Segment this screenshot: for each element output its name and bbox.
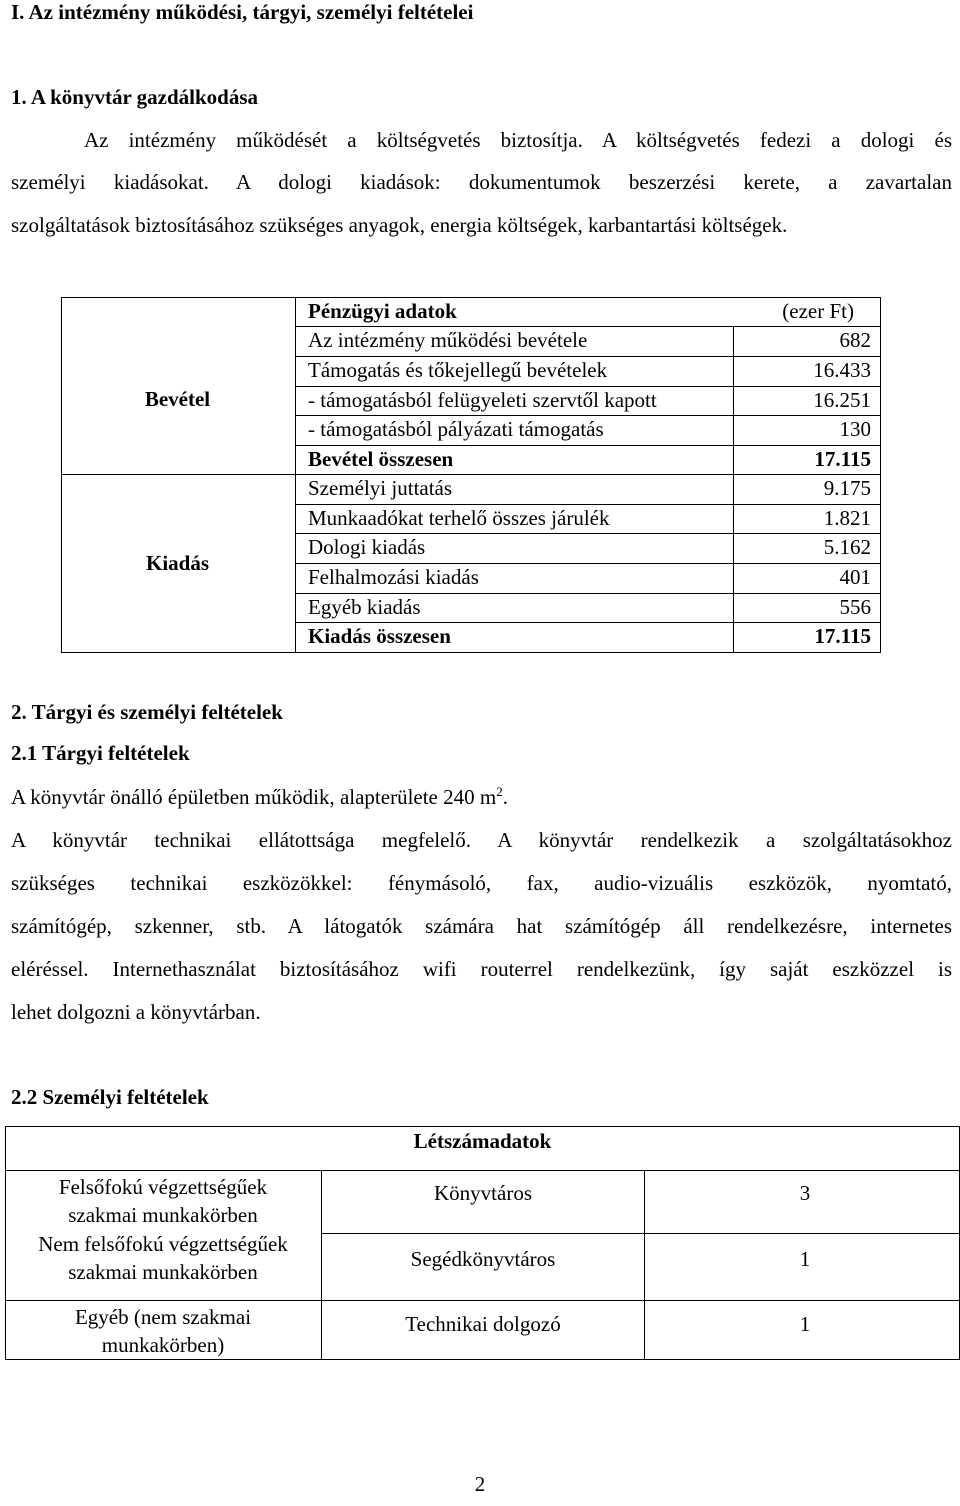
finance-row-value: 16.433 xyxy=(813,358,871,382)
staff-category-2 xyxy=(5,1230,321,1286)
finance-row-value: 1.821 xyxy=(823,506,871,530)
finance-row-value: 16.251 xyxy=(813,388,871,412)
area-sentence xyxy=(11,784,508,810)
area-end: . xyxy=(502,785,508,809)
staff-table-title: Létszámadatok xyxy=(413,1129,552,1153)
staff-role: Technikai dolgozó xyxy=(405,1312,561,1336)
para2-line-3: számítógép, szkenner, stb. A látogatók számára hat számítógép áll rendelkezésre, internetes xyxy=(11,914,952,938)
area-text: A könyvtár önálló épületben működik, alapterülete 240 m xyxy=(11,785,497,809)
staff-category-1 xyxy=(5,1173,321,1229)
staff-count: 1 xyxy=(799,1312,811,1336)
staff-role: Könyvtáros xyxy=(434,1181,532,1205)
para1-line-3: szolgáltatások biztosításához szükséges anyagok, energia költségek, karbantartási költségek. xyxy=(11,213,788,237)
staff-role: Segédkönyvtáros xyxy=(410,1247,556,1271)
finance-row-value: 130 xyxy=(839,417,871,441)
page-number: 2 xyxy=(474,1472,486,1496)
staff-category-line: szakmai munkakörben xyxy=(68,1203,258,1227)
staff-category-line: Felsőfokú végzettségűek xyxy=(58,1175,268,1199)
staff-count: 1 xyxy=(799,1247,811,1271)
finance-row-label: Felhalmozási kiadás xyxy=(308,565,479,589)
para2-line-1: A könyvtár technikai ellátottsága megfelelő. A könyvtár rendelkezik a szolgáltatásokhoz xyxy=(11,828,952,852)
finance-row-label: Az intézmény működési bevétele xyxy=(308,328,588,352)
finance-header-label: Pénzügyi adatok xyxy=(308,299,457,323)
staff-table xyxy=(5,1126,960,1360)
staff-category-line: szakmai munkakörben xyxy=(68,1260,258,1284)
income-label: Bevétel xyxy=(144,387,211,411)
finance-row-value: 9.175 xyxy=(823,476,871,500)
expense-total-label: Kiadás összesen xyxy=(308,624,451,648)
finance-row-label: - támogatásból pályázati támogatás xyxy=(308,417,604,441)
finance-row-label: Munkaadókat terhelő összes járulék xyxy=(308,506,610,530)
income-total-value: 17.115 xyxy=(814,447,871,471)
finance-row-label: Személyi juttatás xyxy=(308,476,453,500)
staff-category-line: munkakörben) xyxy=(101,1333,225,1357)
income-total-label: Bevétel összesen xyxy=(308,447,454,471)
staff-category-line: Egyéb (nem szakmai xyxy=(74,1305,252,1329)
staff-count: 3 xyxy=(799,1181,811,1205)
finance-unit: (ezer Ft) xyxy=(782,299,854,323)
subsection-2-2-heading: 2.2 Személyi feltételek xyxy=(11,1085,209,1109)
para2-line-2: szükséges technikai eszközökkel: fénymásoló, fax, audio-vizuális eszközök, nyomtató, xyxy=(11,871,952,895)
finance-row-value: 556 xyxy=(839,595,871,619)
finance-row-value: 682 xyxy=(839,328,871,352)
expense-total-value: 17.115 xyxy=(814,624,871,648)
staff-category-3 xyxy=(5,1303,321,1359)
area-superscript: 2 xyxy=(496,784,503,799)
subsection-1-heading: 1. A könyvtár gazdálkodása xyxy=(11,85,259,109)
expense-label: Kiadás xyxy=(145,551,210,575)
finance-row-label: Támogatás és tőkejellegű bevételek xyxy=(308,358,608,382)
finance-row-label: Dologi kiadás xyxy=(308,535,426,559)
para2-line-5: lehet dolgozni a könyvtárban. xyxy=(11,1000,261,1024)
para1-line-2: személyi kiadásokat. A dologi kiadások: dokumentumok beszerzési kerete, a zavartalan xyxy=(11,170,952,194)
finance-table xyxy=(61,297,881,653)
finance-row-value: 5.162 xyxy=(823,535,871,559)
finance-row-value: 401 xyxy=(839,565,871,589)
para1-line-1: Az intézmény működését a költségvetés biztosítja. A költségvetés fedezi a dologi és xyxy=(84,128,952,152)
subsection-2-1-heading: 2.1 Tárgyi feltételek xyxy=(11,741,190,765)
section-heading: I. Az intézmény működési, tárgyi, személyi feltételei xyxy=(11,0,474,24)
para2-line-4: eléréssel. Internethasználat biztosításához wifi routerrel rendelkezünk, így saját eszközzel is xyxy=(11,957,952,981)
finance-row-label: - támogatásból felügyeleti szervtől kapott xyxy=(308,388,657,412)
subsection-2-heading: 2. Tárgyi és személyi feltételek xyxy=(11,700,283,724)
staff-category-line: Nem felsőfokú végzettségűek xyxy=(38,1232,288,1256)
finance-row-label: Egyéb kiadás xyxy=(308,595,421,619)
